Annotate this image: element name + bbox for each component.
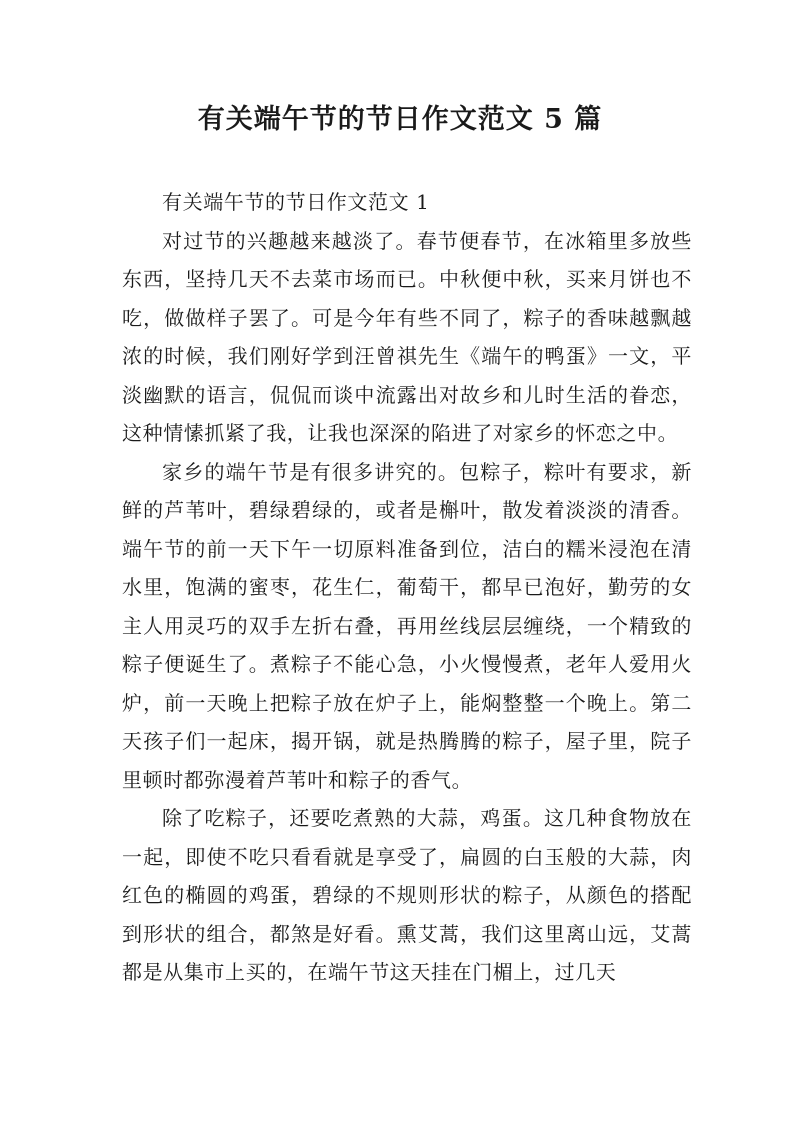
paragraph: 家乡的端午节是有很多讲究的。包粽子，粽叶有要求，新鲜的芦苇叶，碧绿碧绿的，或者是槲叶，散发着淡淡的清香。端午节的前一天下午一切原料准备到位，洁白的糯米浸泡在清水里，饱满的蜜枣，花生仁，葡萄干，都早已泡好，勤劳的女主人用灵巧的双手左折右叠，再用丝线层层缠绕，一个精致的粽子便诞生了。煮粽子不能心急，小火慢慢煮，老年人爱用火炉，前一天晚上把粽子放在炉子上，能焖整整一个晚上。第二天孩子们一起床，揭开锅，就是热腾腾的粽子，屋子里，院子里顿时都弥漫着芦苇叶和粽子的香气。	[122, 459, 692, 792]
paragraph: 除了吃粽子，还要吃煮熟的大蒜，鸡蛋。这几种食物放在一起，即使不吃只看看就是享受了，扁圆的白玉般的大蒜，肉红色的椭圆的鸡蛋，碧绿的不规则形状的粽子，从颜色的搭配到形状的组合，都煞是好看。熏艾蒿，我们这里离山远，艾蒿都是从集市上买的，在端午节这天挂在门楣上，过几天	[122, 806, 692, 984]
document-title: 有关端午节的节日作文范文 5 篇	[197, 104, 603, 135]
document-body	[122, 183, 692, 992]
section-heading: 有关端午节的节日作文范文 1	[162, 190, 430, 214]
paragraph: 对过节的兴趣越来越淡了。春节便春节，在冰箱里多放些东西，坚持几天不去菜市场而已。中秋便中秋，买来月饼也不吃，做做样子罢了。可是今年有些不同了，粽子的香味越飘越浓的时候，我们刚好学到汪曾祺先生《端午的鸭蛋》一文，平淡幽默的语言，侃侃而谈中流露出对故乡和儿时生活的眷恋，这种情愫抓紧了我，让我也深深的陷进了对家乡的怀恋之中。	[122, 228, 692, 445]
